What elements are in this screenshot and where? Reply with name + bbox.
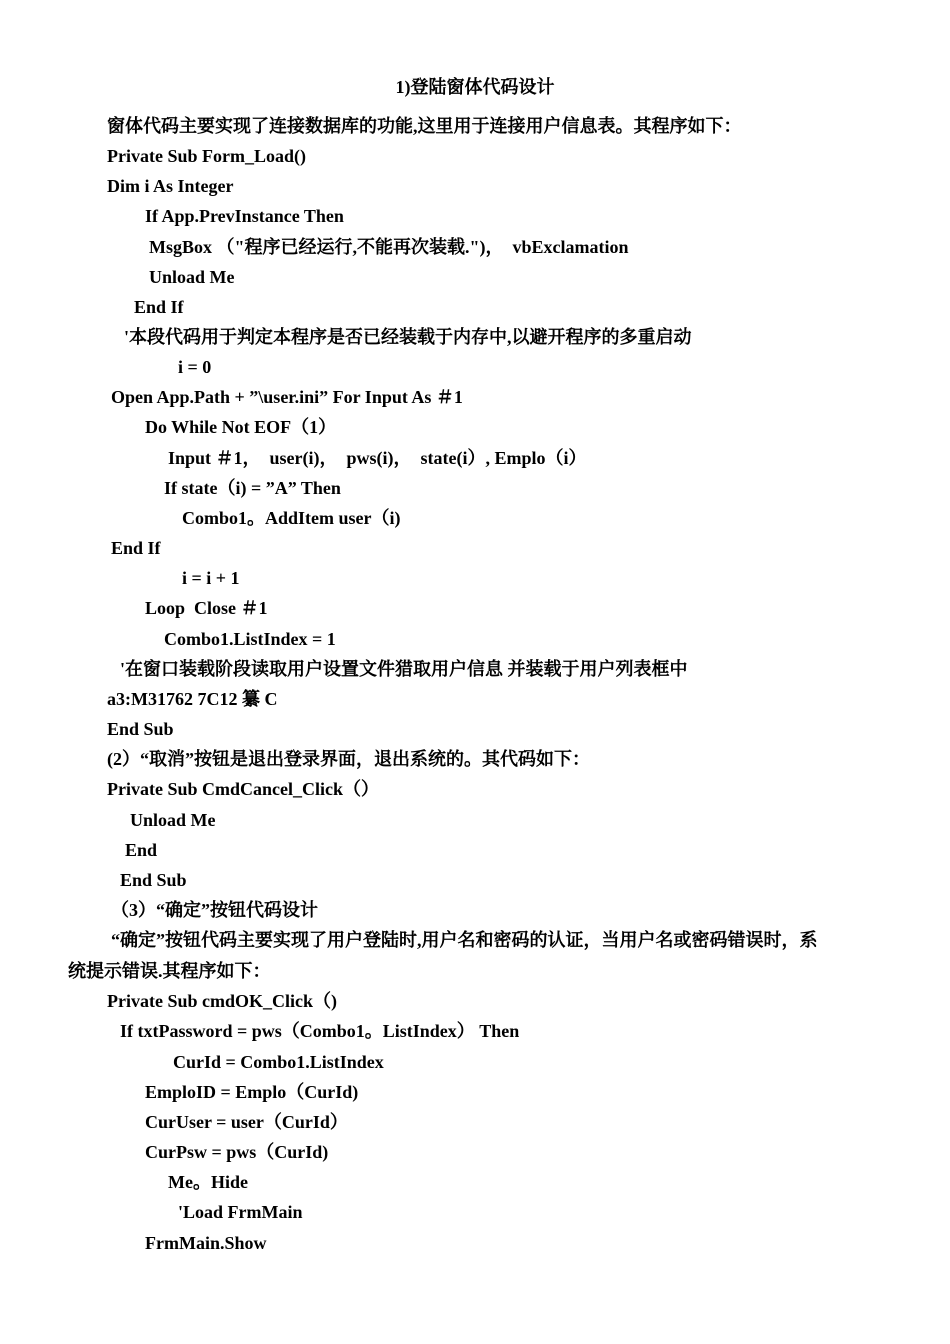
- code-comment: 'Load FrmMain: [178, 1202, 303, 1222]
- text-line: 窗体代码主要实现了连接数据库的功能,这里用于连接用户信息表。其程序如下：: [107, 116, 742, 136]
- text-line: (2）“取消”按钮是退出登录界面，退出系统的。其代码如下：: [107, 749, 590, 769]
- code-line: Combo1。AddItem user（i): [182, 508, 401, 528]
- code-line: Unload Me: [149, 267, 235, 287]
- code-line: CurUser = user（CurId）: [145, 1112, 348, 1132]
- code-line: End: [125, 840, 158, 860]
- text-line: “确定”按钮代码主要实现了用户登陆时,用户名和密码的认证，当用户名或密码错误时，系: [111, 930, 818, 950]
- code-line: CurId = Combo1.ListIndex: [173, 1052, 384, 1072]
- code-line: End If: [111, 538, 161, 558]
- code-line: a3:M31762 7C12 纂 C: [107, 689, 278, 709]
- code-line: Combo1.ListIndex = 1: [164, 629, 336, 649]
- code-line: Unload Me: [130, 810, 216, 830]
- code-line: CurPsw = pws（CurId): [145, 1142, 329, 1162]
- section-title: 1)登陆窗体代码设计: [395, 77, 555, 97]
- code-line: Private Sub CmdCancel_Click（）: [107, 779, 379, 799]
- code-line: End Sub: [120, 870, 187, 890]
- code-line: Do While Not EOF（1）: [145, 417, 337, 437]
- code-line: Dim i As Integer: [107, 176, 234, 196]
- code-line: Input ＃1， user(i)， pws(i)， state(i）, Emplo（i）: [168, 448, 587, 468]
- code-line: i = i + 1: [182, 568, 240, 588]
- code-comment: '在窗口装载阶段读取用户设置文件猎取用户信息 并装载于用户列表框中: [120, 659, 688, 679]
- code-line: If App.PrevInstance Then: [145, 206, 344, 226]
- code-line: End If: [134, 297, 184, 317]
- code-line: Private Sub Form_Load(): [107, 146, 306, 166]
- text-line: 统提示错误.其程序如下：: [68, 961, 271, 981]
- code-line: If state（i) = ”A” Then: [164, 478, 341, 498]
- code-line: EmploID = Emplo（CurId): [145, 1082, 359, 1102]
- code-line: FrmMain.Show: [145, 1233, 267, 1253]
- code-line: Open App.Path + ”\user.ini” For Input As ＃1: [111, 387, 463, 407]
- code-line: Private Sub cmdOK_Click（): [107, 991, 337, 1011]
- section-heading: （3）“确定”按钮代码设计: [111, 900, 318, 920]
- code-comment: '本段代码用于判定本程序是否已经装载于内存中,以避开程序的多重启动: [124, 327, 692, 347]
- code-line: End Sub: [107, 719, 174, 739]
- code-line: If txtPassword = pws（Combo1。ListIndex） Then: [120, 1021, 520, 1041]
- code-line: i = 0: [178, 357, 212, 377]
- code-line: Loop Close ＃1: [145, 598, 268, 618]
- code-line: MsgBox （"程序已经运行,不能再次装载.")， vbExclamation: [149, 237, 629, 257]
- code-line: Me。Hide: [168, 1172, 248, 1192]
